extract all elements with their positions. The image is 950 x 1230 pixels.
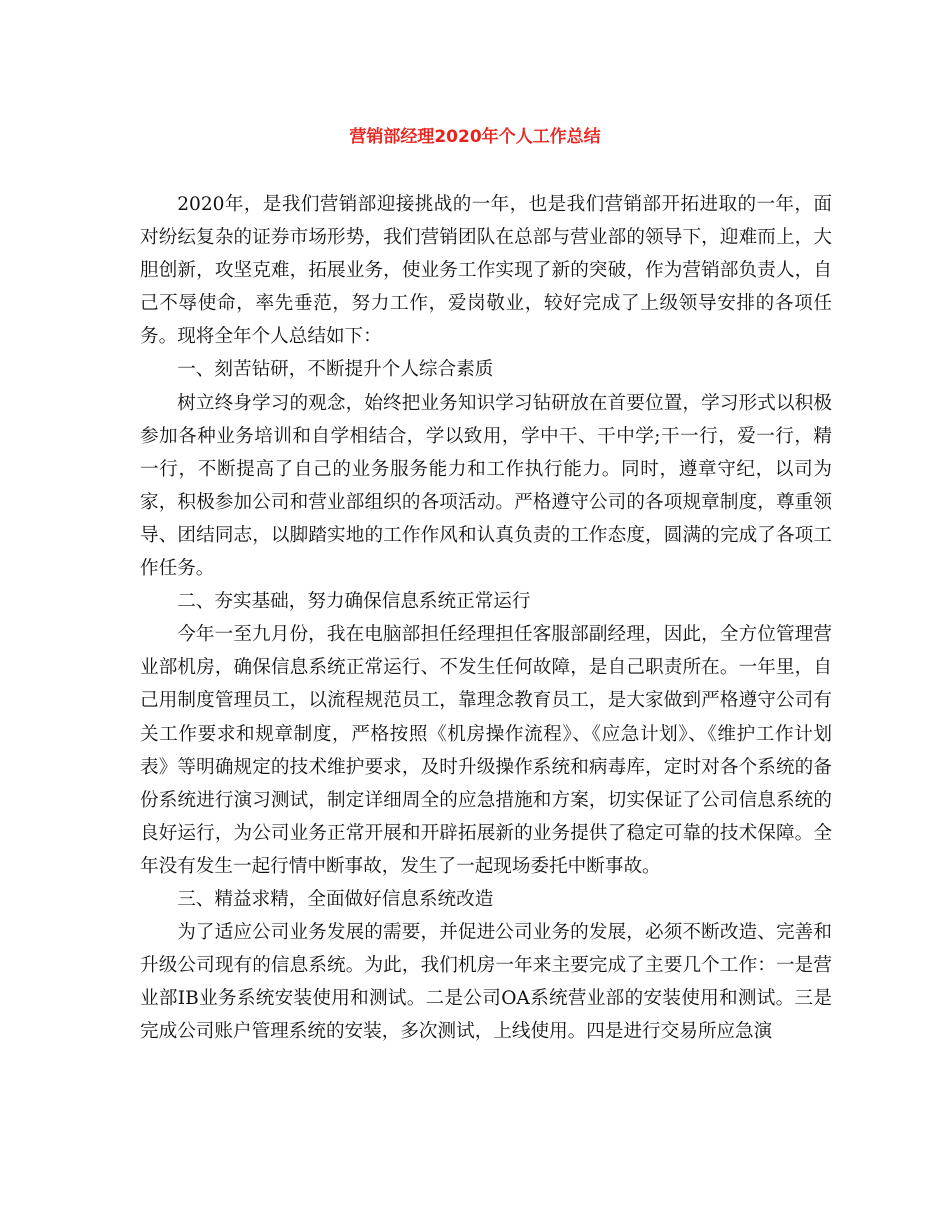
paragraph-section-3: 为了适应公司业务发展的需要，并促进公司业务的发展，必须不断改造、完善和升级公司现有的信息系统。为此，我们机房一年来主要完成了主要几个工作：一是营业部IB业务系统安装使用和测试。二是公司OA系统营业部的安装使用和测试。三是完成公司账户管理系统的安装，多次测试，上线使用。四是进行交易所应急演 bbox=[140, 922, 832, 1043]
section-heading-3: 三、精益求精，全面做好信息系统改造 bbox=[177, 888, 494, 910]
paragraph-section-1: 树立终身学习的观念，始终把业务知识学习钻研放在首要位置，学习形式以积极参加各种业务培训和自学相结合，学以致用，学中干、干中学;干一行，爱一行，精一行，不断提高了自己的业务服务能力和工作执行能力。同时，遵章守纪，以司为家，积极参加公司和营业部组织的各项活动。严格遵守公司的各项规章制度，尊重领导、团结同志，以脚踏实地的工作作风和认真负责的工作态度，圆满的完成了各项工作任务。 bbox=[140, 392, 832, 580]
section-heading-1: 一、刻苦钻研，不断提升个人综合素质 bbox=[177, 359, 494, 381]
section-heading-2: 二、夯实基础，努力确保信息系统正常运行 bbox=[177, 591, 531, 613]
document-body bbox=[140, 188, 832, 1048]
paragraph-intro: 2020年，是我们营销部迎接挑战的一年，也是我们营销部开拓进取的一年，面对纷纭复杂的证券市场形势，我们营销团队在总部与营业部的领导下，迎难而上，大胆创新，攻坚克难，拓展业务，使业务工作实现了新的突破，作为营销部负责人，自己不辱使命，率先垂范，努力工作，爱岗敬业，较好完成了上级领导安排的各项任务。现将全年个人总结如下： bbox=[140, 194, 832, 348]
paragraph-section-2: 今年一至九月份，我在电脑部担任经理担任客服部副经理，因此，全方位管理营业部机房，确保信息系统正常运行、不发生任何故障，是自己职责所在。一年里，自己用制度管理员工，以流程规范员工，靠理念教育员工，是大家做到严格遵守公司有关工作要求和规章制度，严格按照《机房操作流程》、《应急计划》、《维护工作计划表》等明确规定的技术维护要求，及时升级操作系统和病毒库，定时对各个系统的备份系统进行演习测试，制定详细周全的应急措施和方案，切实保证了公司信息系统的良好运行，为公司业务正常开展和开辟拓展新的业务提供了稳定可靠的技术保障。全年没有发生一起行情中断事故，发生了一起现场委托中断事故。 bbox=[140, 624, 832, 877]
document-title: 营销部经理2020年个人工作总结 bbox=[349, 127, 601, 147]
